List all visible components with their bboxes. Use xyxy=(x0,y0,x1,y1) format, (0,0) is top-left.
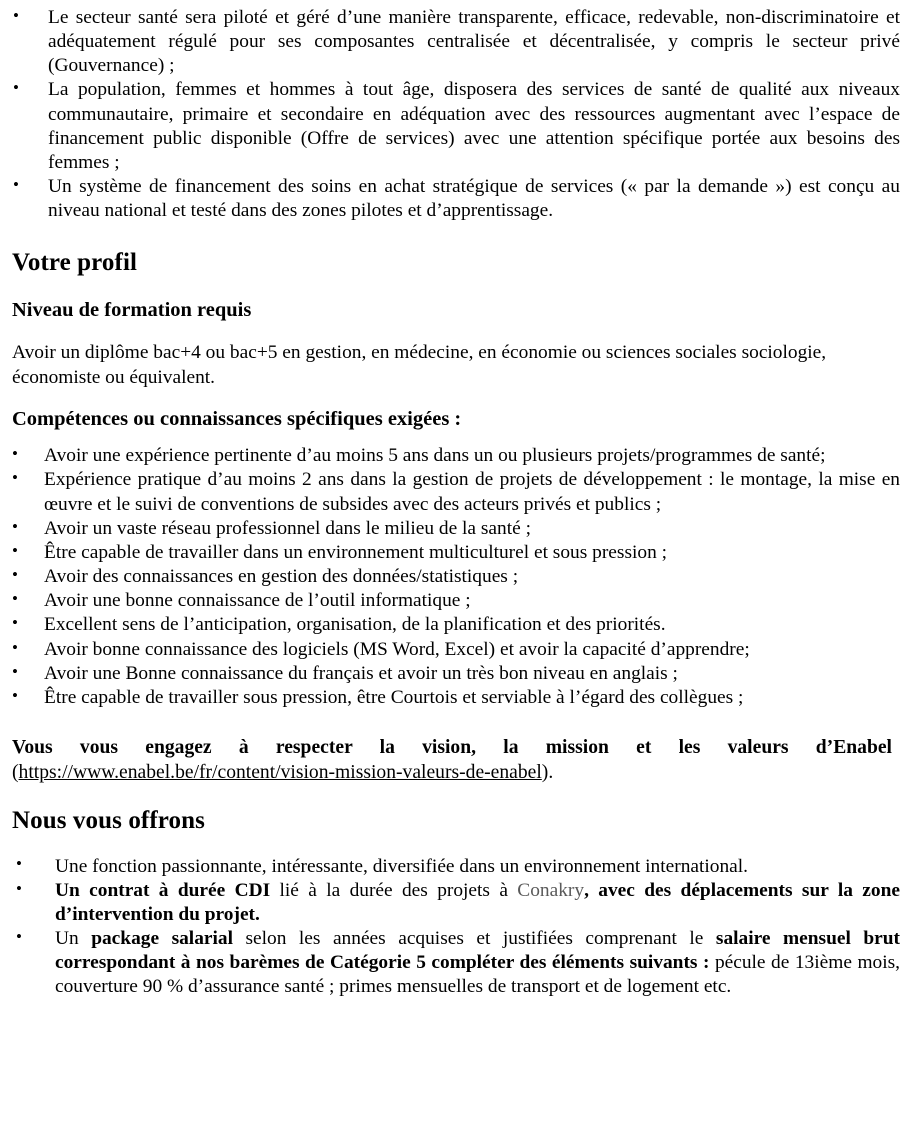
subheading-required-skills: Compétences ou connaissances spécifiques exigées : xyxy=(12,407,462,430)
engagement-url-wrapper xyxy=(12,762,553,783)
open-paren: ( xyxy=(12,761,19,783)
list-item: • Avoir un vaste réseau professionnel dans le milieu de la santé ; xyxy=(0,517,900,541)
text-run-muted: Conakry xyxy=(517,879,585,901)
list-item: • La population, femmes et hommes à tout âge, disposera des services de santé de qualité aux niveaux communautaire, primaire et secondaire en adéquation avec des ressources augmentant avec l’espace de financement public disponible (Offre de services) avec une attention spécifique portée aux besoins des femmes ; xyxy=(0,78,900,175)
spacer xyxy=(0,277,900,299)
spacer xyxy=(0,223,900,249)
spacer xyxy=(0,785,900,807)
subheading-education-level: Niveau de formation requis xyxy=(12,298,252,321)
text-run: lié à la durée des projets à xyxy=(270,879,518,901)
list-item xyxy=(0,855,900,879)
list-item: • Avoir une bonne connaissance de l’outil informatique ; xyxy=(0,589,900,613)
section-heading-profile: Votre profil xyxy=(12,249,138,277)
list-item xyxy=(0,927,900,999)
engagement-bold-text: Vous vous engagez à respecter la vision, la mission et les valeurs d’Enabel xyxy=(12,737,892,759)
spacer xyxy=(0,321,900,341)
offers-list xyxy=(0,855,900,1000)
enabel-vision-link[interactable]: https://www.enabel.be/fr/content/vision-mission-valeurs-de-enabel xyxy=(18,761,542,783)
spacer xyxy=(0,430,900,444)
list-item: • Être capable de travailler sous pression, être Courtois et serviable à l’égard des collègues ; xyxy=(0,686,900,710)
list-item: • Un système de financement des soins en achat stratégique de services (« par la demande ») est conçu au niveau national et testé dans des zones pilotes et d’apprentissage. xyxy=(0,175,900,223)
close-paren: ). xyxy=(541,761,554,783)
goals-list xyxy=(0,6,900,223)
text-run: selon les années acquises et justifiées comprenant le xyxy=(232,927,716,949)
list-item: • Excellent sens de l’anticipation, organisation, de la planification et des priorités. xyxy=(0,613,900,637)
spacer xyxy=(0,390,900,408)
text-run-bold: Un contrat à durée CDI xyxy=(55,879,271,901)
text-run: Une fonction passionnante, intéressante, diversifiée dans un environnement international. xyxy=(55,855,749,877)
spacer xyxy=(0,835,900,855)
text-run-bold: , avec des déplacements sur la zone d’intervention du projet. xyxy=(55,879,900,925)
engagement-statement xyxy=(0,736,900,785)
spacer xyxy=(0,710,900,736)
skills-list xyxy=(0,444,900,710)
text-run-bold: package salarial xyxy=(91,927,233,949)
list-item: • Avoir une Bonne connaissance du français et avoir un très bon niveau en anglais ; xyxy=(0,662,900,686)
list-item: • Avoir bonne connaissance des logiciels (MS Word, Excel) et avoir la capacité d’apprendre; xyxy=(0,638,900,662)
text-run: Un xyxy=(55,927,92,949)
list-item: • Le secteur santé sera piloté et géré d’une manière transparente, efficace, redevable, non-discriminatoire et adéquatement régulé pour ses composantes centralisée et décentralisée, y compris le secteur privé (Gouvernance) ; xyxy=(0,6,900,78)
text-run-bold: salaire mensuel brut correspondant à nos barèmes de Catégorie 5 compléter des éléments suivants : xyxy=(55,927,900,974)
text-run: pécule de 13ième mois, couverture 90 % d’assurance santé ; primes mensuelles de transport et de logement etc. xyxy=(55,952,900,998)
list-item xyxy=(0,879,900,927)
list-item: • Avoir une expérience pertinente d’au moins 5 ans dans un ou plusieurs projets/programmes de santé; xyxy=(0,444,900,468)
education-requirement-text: Avoir un diplôme bac+4 ou bac+5 en gestion, en médecine, en économie ou sciences sociales sociologie, économiste ou équivalent. xyxy=(12,342,827,388)
section-heading-offers: Nous vous offrons xyxy=(12,807,205,834)
list-item: • Expérience pratique d’au moins 2 ans dans la gestion de projets de développement : le montage, la mise en œuvre et le suivi de conventions de subsides avec des acteurs privés et publics ; xyxy=(0,468,900,516)
list-item: • Avoir des connaissances en gestion des données/statistiques ; xyxy=(0,565,900,589)
list-item: • Être capable de travailler dans un environnement multiculturel et sous pression ; xyxy=(0,541,900,565)
